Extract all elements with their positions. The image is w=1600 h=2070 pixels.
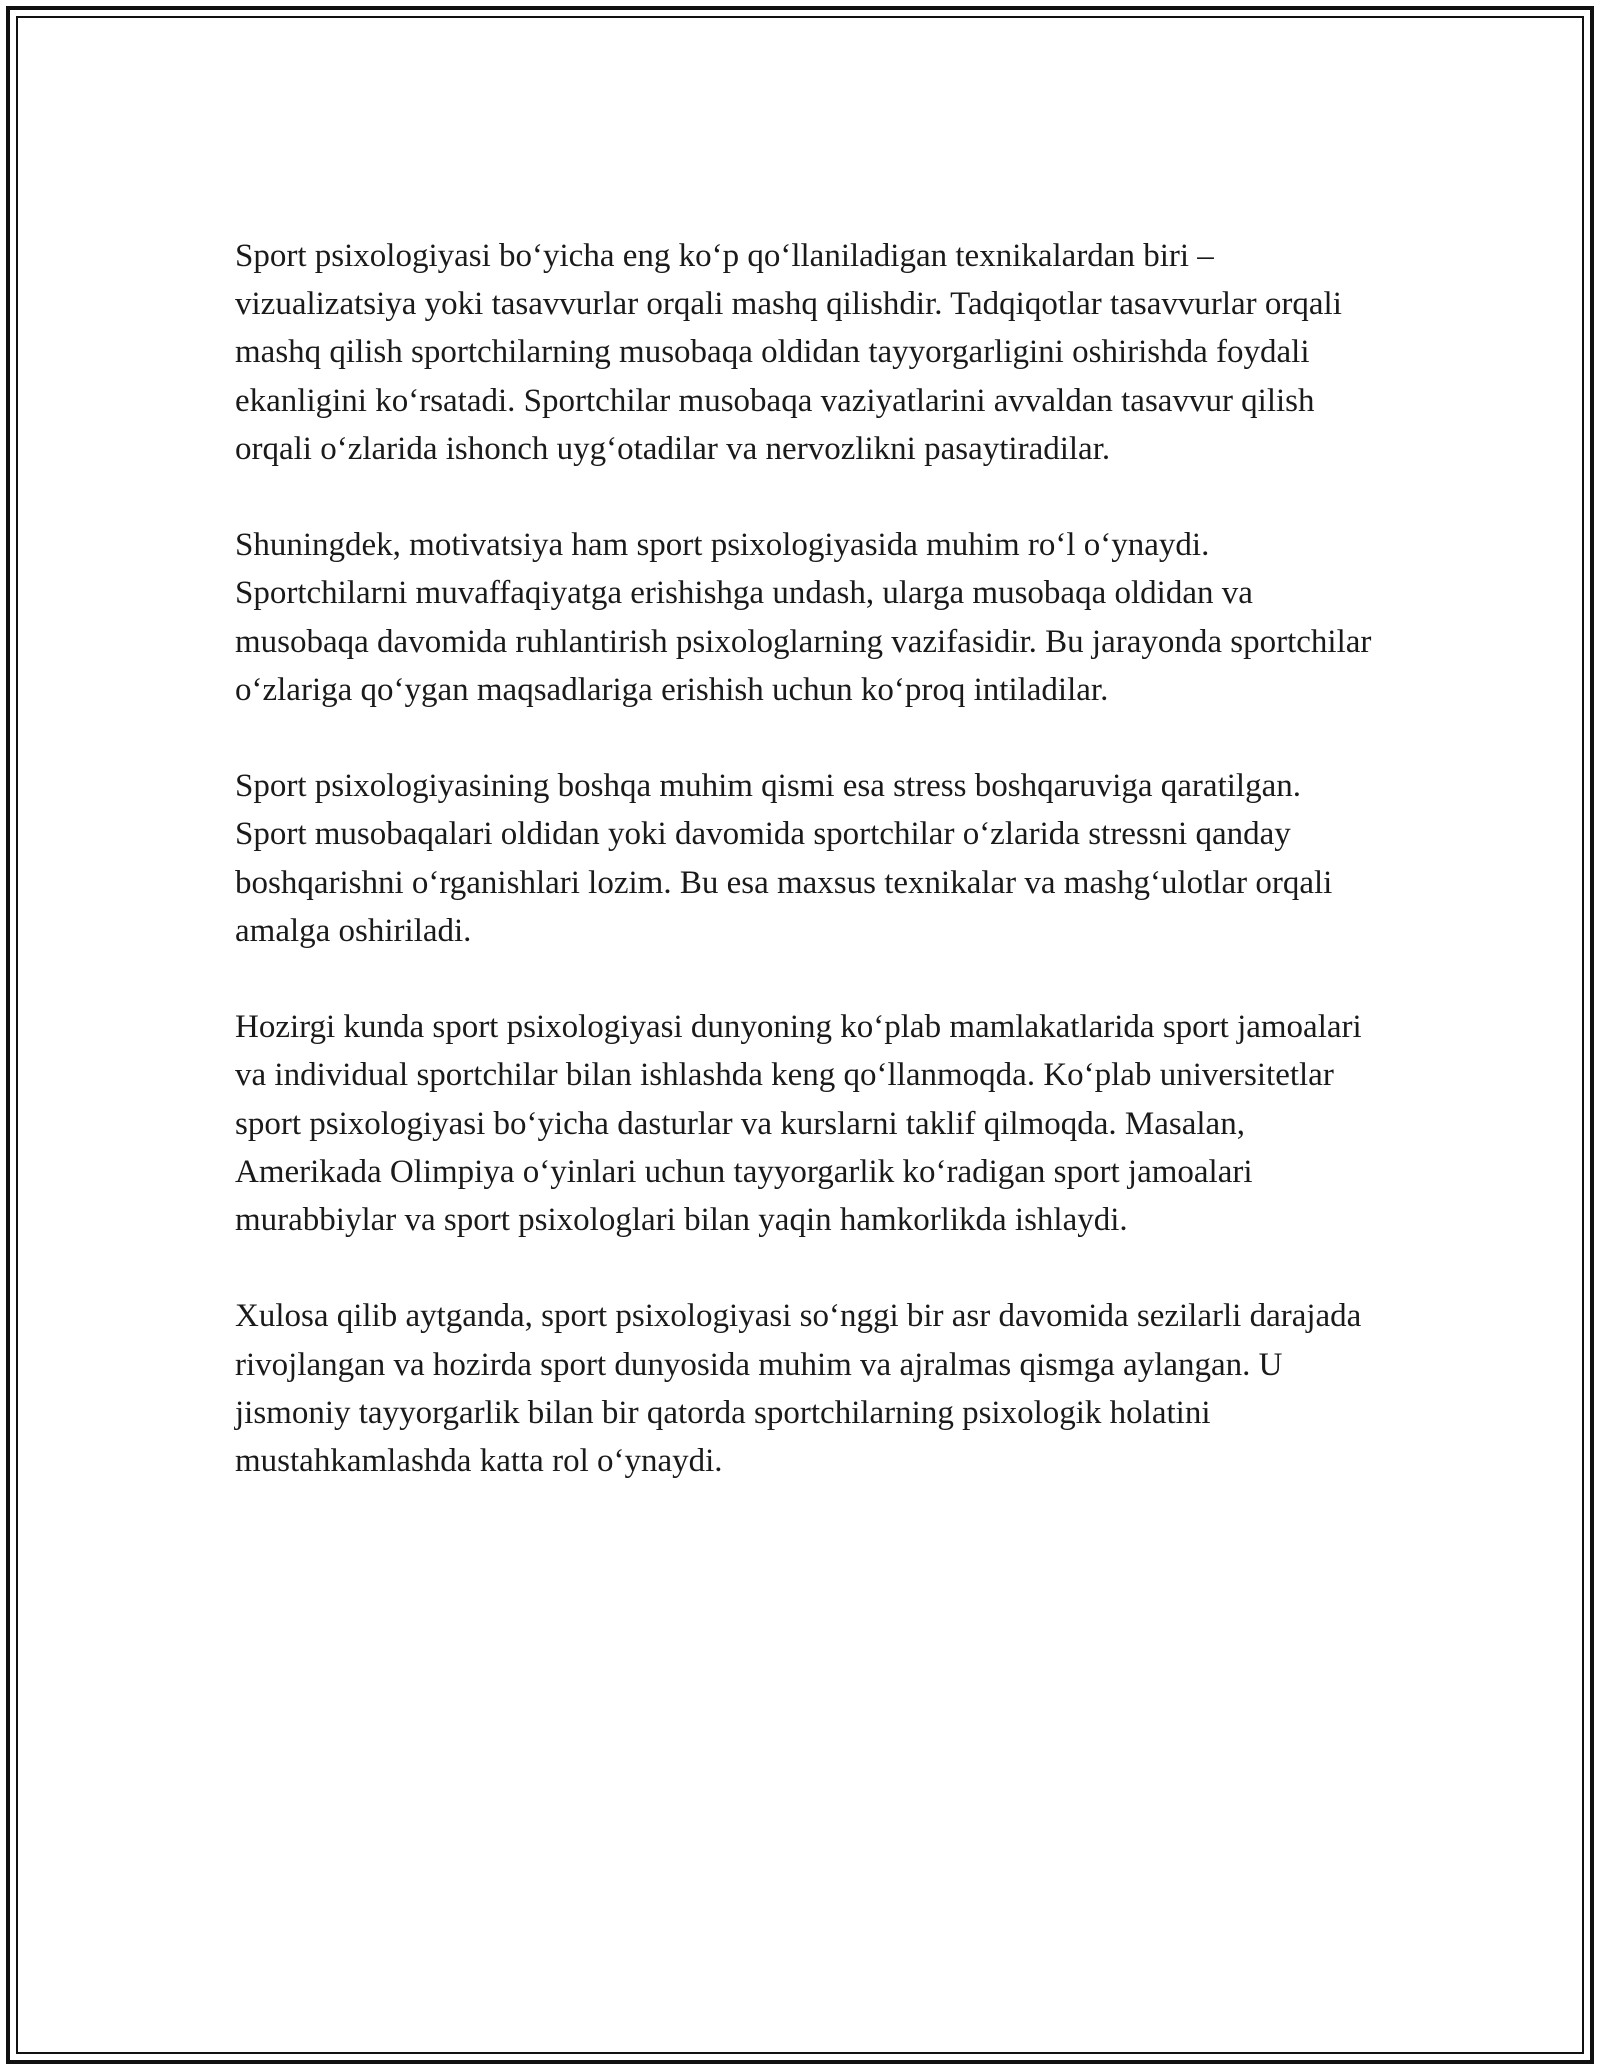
- paragraph-5: Xulosa qilib aytganda, sport psixologiyasi so‘nggi bir asr davomida sezilarli darajada rivojlangan va hozirda sport dunyosida muhim va ajralmas qismga aylangan. U jismoniy tayyorgarlik bilan bir qatorda sportchilarning psixologik holatini mustahkamlashda katta rol o‘ynaydi.: [235, 1298, 1362, 1480]
- paragraph-4: Hozirgi kunda sport psixologiyasi dunyoning ko‘plab mamlakatlarida sport jamoalari va individual sportchilar bilan ishlashda keng qo‘llanmoqda. Ko‘plab universitetlar sport psixologiyasi bo‘yicha dasturlar va kurslarni taklif qilmoqda. Masalan, Amerikada Olimpiya o‘yinlari uchun tayyorgarlik ko‘radigan sport jamoalari murabbiylar va sport psixologlari bilan yaqin hamkorlikda ishlaydi.: [235, 1009, 1362, 1239]
- document-body: [235, 232, 1375, 1533]
- paragraph-2: Shuningdek, motivatsiya ham sport psixologiyasida muhim ro‘l o‘ynaydi. Sportchilarni muvaffaqiyatga erishishga undash, ularga musobaqa oldidan va musobaqa davomida ruhlantirish psixologlarning vazifasidir. Bu jarayonda sportchilar o‘zlariga qo‘ygan maqsadlariga erishish uchun ko‘proq intiladilar.: [235, 527, 1372, 708]
- paragraph-1: Sport psixologiyasi bo‘yicha eng ko‘p qo‘llaniladigan texnikalardan biri – vizualizatsiya yoki tasavvurlar orqali mashq qilishdir. Tadqiqotlar tasavvurlar orqali mashq qilish sportchilarning musobaqa oldidan tayyorgarligini oshirishda foydali ekanligini ko‘rsatadi. Sportchilar musobaqa vaziyatlarini avvaldan tasavvur qilish orqali o‘zlarida ishonch uyg‘otadilar va nervozlikni pasaytiradilar.: [235, 238, 1342, 467]
- paragraph-3: Sport psixologiyasining boshqa muhim qismi esa stress boshqaruviga qaratilgan. Sport musobaqalari oldidan yoki davomida sportchilar o‘zlarida stressni qanday boshqarishni o‘rganishlari lozim. Bu esa maxsus texnikalar va mashg‘ulotlar orqali amalga oshiriladi.: [235, 768, 1333, 949]
